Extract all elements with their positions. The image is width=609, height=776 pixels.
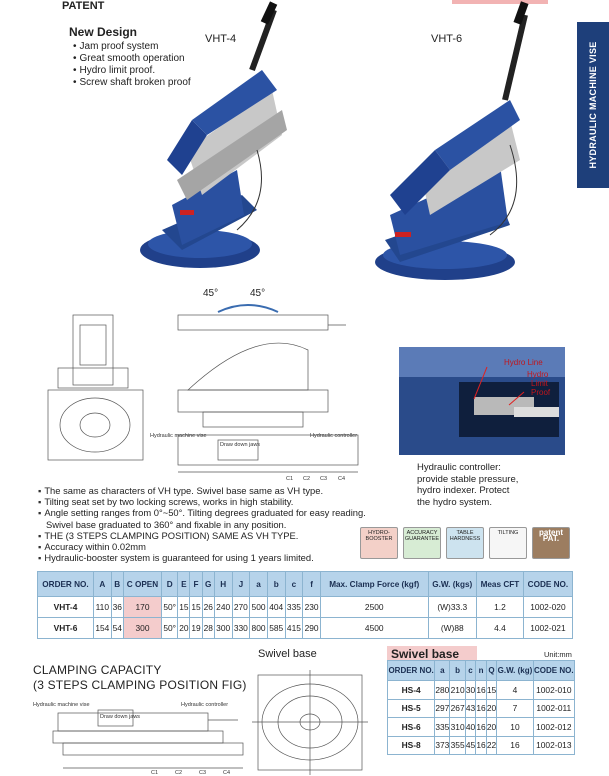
patent-badge: patent PAT. bbox=[532, 527, 570, 559]
cell: VHT-6 bbox=[38, 618, 94, 639]
cell: 50° bbox=[162, 597, 178, 618]
side-tab bbox=[577, 22, 609, 188]
vise-vht6-image bbox=[360, 0, 570, 285]
col-header: a bbox=[250, 572, 268, 597]
cell: 16 bbox=[476, 736, 487, 755]
spec-table bbox=[37, 571, 573, 639]
hydro-limit-label: Hydro Limit Proof bbox=[527, 370, 551, 397]
cell: 270 bbox=[232, 597, 250, 618]
table-row bbox=[388, 718, 575, 737]
cell: 4 bbox=[497, 681, 533, 700]
col-header: f bbox=[303, 572, 321, 597]
cell: 330 bbox=[232, 618, 250, 639]
cell: 1002-021 bbox=[523, 618, 572, 639]
clamping-title bbox=[33, 663, 247, 693]
cell: 45 bbox=[465, 736, 476, 755]
col-header: C OPEN bbox=[123, 572, 161, 597]
table-row bbox=[38, 618, 573, 639]
col-header: CODE NO. bbox=[523, 572, 572, 597]
bullet-item: ▪ Hydraulic-booster system is guaranteed for using 1 years limited. bbox=[38, 552, 368, 563]
cell: 290 bbox=[303, 618, 321, 639]
clamp-draw-down-label: Draw down jaws bbox=[100, 714, 141, 720]
cell: 28 bbox=[202, 618, 214, 639]
angle-left-label: 45° bbox=[203, 288, 219, 299]
table-row bbox=[388, 736, 575, 755]
col-header: F bbox=[190, 572, 202, 597]
table-row bbox=[38, 597, 573, 618]
col-header: A bbox=[93, 572, 111, 597]
cell: 22 bbox=[486, 736, 497, 755]
cell: 300 bbox=[123, 618, 161, 639]
cell: 267 bbox=[450, 699, 465, 718]
col-header: E bbox=[178, 572, 190, 597]
col-header: b bbox=[450, 661, 465, 681]
cell: HS-6 bbox=[388, 718, 435, 737]
cell: 16 bbox=[497, 736, 533, 755]
cell: 1002-010 bbox=[533, 681, 574, 700]
col-header: G bbox=[202, 572, 214, 597]
cell: 800 bbox=[250, 618, 268, 639]
clamp-c2: C2 bbox=[175, 770, 183, 776]
cell: VHT-4 bbox=[38, 597, 94, 618]
cell: 335 bbox=[435, 718, 450, 737]
hydro-controller-desc bbox=[417, 462, 567, 508]
clamping-title-line: (3 STEPS CLAMPING POSITION FIG) bbox=[33, 678, 247, 692]
bullet-item: ▪ Tilting seat set by two locking screws, works in high stability. bbox=[38, 496, 368, 507]
side-tab-label: HYDRAULIC MACHINE VISE bbox=[588, 41, 598, 169]
cell: (W)33.3 bbox=[428, 597, 476, 618]
c3-label: C3 bbox=[320, 476, 328, 482]
col-header: b bbox=[267, 572, 285, 597]
cell: 10 bbox=[497, 718, 533, 737]
technical-drawing bbox=[28, 280, 380, 485]
cell: 30 bbox=[465, 681, 476, 700]
model-label-vht6: VHT-6 bbox=[431, 33, 463, 45]
hydro-desc-line: provide stable pressure, bbox=[417, 473, 519, 485]
cell: 154 bbox=[93, 618, 111, 639]
cell: (W)88 bbox=[428, 618, 476, 639]
table-row bbox=[388, 681, 575, 700]
tilting-badge: TILTING bbox=[489, 527, 527, 559]
feature-item: • Great smooth operation bbox=[73, 53, 191, 65]
feature-item: • Screw shaft broken proof bbox=[73, 77, 191, 89]
feature-bullets bbox=[38, 485, 368, 563]
clamp-c3: C3 bbox=[199, 770, 207, 776]
c1-label: C1 bbox=[286, 476, 294, 482]
col-header: H bbox=[214, 572, 232, 597]
cell: 7 bbox=[497, 699, 533, 718]
vise-vht4-image bbox=[132, 0, 302, 280]
col-header: D bbox=[162, 572, 178, 597]
feature-badges bbox=[360, 527, 570, 559]
unit-label: Unit:mm bbox=[544, 650, 572, 659]
cell: 1002-020 bbox=[523, 597, 572, 618]
cell: 240 bbox=[214, 597, 232, 618]
cell: 297 bbox=[435, 699, 450, 718]
new-design-title: New Design bbox=[69, 25, 138, 39]
cell: 585 bbox=[267, 618, 285, 639]
clamp-c1: C1 bbox=[151, 770, 159, 776]
spec-table-header bbox=[38, 572, 573, 597]
cell: 20 bbox=[486, 699, 497, 718]
bullet-item: ▪ Angle setting ranges from 0°~50°. Tilting degrees graduated for easy reading. bbox=[38, 507, 368, 518]
cell: 19 bbox=[190, 618, 202, 639]
c2-label: C2 bbox=[303, 476, 311, 482]
hydro-line-label: Hydro Line bbox=[504, 358, 543, 367]
cell: 16 bbox=[476, 681, 487, 700]
swivel-table-header bbox=[388, 661, 575, 681]
cell: 40 bbox=[465, 718, 476, 737]
swivel-base-drawing bbox=[250, 665, 370, 776]
cell: HS-8 bbox=[388, 736, 435, 755]
hydro-desc-line: hydro indexer. Protect bbox=[417, 485, 510, 496]
feature-item: • Jam proof system bbox=[73, 41, 191, 53]
swivel-table-title: Swivel base bbox=[387, 646, 477, 662]
table-row bbox=[388, 699, 575, 718]
hydro-desc-line: the hydro system. bbox=[417, 496, 492, 508]
cell: 404 bbox=[267, 597, 285, 618]
col-header: ORDER NO. bbox=[388, 661, 435, 681]
col-header: CODE NO. bbox=[533, 661, 574, 681]
draw-down-label: Draw down jaws bbox=[220, 442, 261, 448]
cell: 16 bbox=[476, 699, 487, 718]
col-header: J bbox=[232, 572, 250, 597]
swivel-table bbox=[387, 660, 575, 755]
cell: 300 bbox=[214, 618, 232, 639]
swivel-base-label: Swivel base bbox=[258, 648, 317, 660]
cell: 335 bbox=[285, 597, 303, 618]
col-header: ORDER NO. bbox=[38, 572, 94, 597]
model-label-vht4: VHT-4 bbox=[205, 33, 237, 45]
cell: 415 bbox=[285, 618, 303, 639]
cell: 43 bbox=[465, 699, 476, 718]
cell: 1.2 bbox=[476, 597, 523, 618]
clamping-drawing bbox=[33, 698, 258, 776]
cell: 36 bbox=[111, 597, 123, 618]
accuracy-badge: ACCURACY GUARANTEE bbox=[403, 527, 441, 559]
bullet-item: ▪ The same as characters of VH type. Swivel base same as VH type. bbox=[38, 485, 368, 496]
bullet-item: ▪ THE (3 STEPS CLAMPING POSITION) SAME AS VH TYPE. bbox=[38, 530, 368, 541]
col-header: c bbox=[285, 572, 303, 597]
col-header: Max. Clamp Force (kgf) bbox=[320, 572, 428, 597]
col-header: c bbox=[465, 661, 476, 681]
cell: 2500 bbox=[320, 597, 428, 618]
cell: HS-5 bbox=[388, 699, 435, 718]
hydraulic-vise-label: Hydraulic machine vise bbox=[150, 433, 207, 439]
cell: 20 bbox=[178, 618, 190, 639]
cell: 15 bbox=[178, 597, 190, 618]
angle-right-label: 45° bbox=[250, 288, 266, 299]
cell: 355 bbox=[450, 736, 465, 755]
bullet-item: Swivel base graduated to 360° and fixable in any position. bbox=[46, 518, 287, 530]
cell: 50° bbox=[162, 618, 178, 639]
cell: 15 bbox=[190, 597, 202, 618]
hydraulic-controller-label: Hydraulic controller bbox=[310, 433, 358, 439]
cell: 110 bbox=[93, 597, 111, 618]
cell: 170 bbox=[123, 597, 161, 618]
table-hardness-badge: TABLE HARDNESS bbox=[446, 527, 484, 559]
cell: 16 bbox=[476, 718, 487, 737]
cell: 1002-013 bbox=[533, 736, 574, 755]
cell: 1002-012 bbox=[533, 718, 574, 737]
col-header: Meas CFT bbox=[476, 572, 523, 597]
cell: 210 bbox=[450, 681, 465, 700]
cell: 20 bbox=[486, 718, 497, 737]
hydro-desc-line: Hydraulic controller: bbox=[417, 462, 501, 473]
bullet-item: ▪ Accuracy within 0.02mm bbox=[38, 541, 368, 552]
col-header: G.W. (kg) bbox=[497, 661, 533, 681]
cell: 26 bbox=[202, 597, 214, 618]
col-header: Q bbox=[486, 661, 497, 681]
clamp-c4: C4 bbox=[223, 770, 231, 776]
col-header: n bbox=[476, 661, 487, 681]
cell: 1002-011 bbox=[533, 699, 574, 718]
cell: 4500 bbox=[320, 618, 428, 639]
cell: 280 bbox=[435, 681, 450, 700]
c4-label: C4 bbox=[338, 476, 346, 482]
cell: 15 bbox=[486, 681, 497, 700]
clamping-title-line: CLAMPING CAPACITY bbox=[33, 663, 162, 677]
hydro-booster-badge: HYDRO-BOOSTER bbox=[360, 527, 398, 559]
cell: 500 bbox=[250, 597, 268, 618]
col-header: G.W. (kgs) bbox=[428, 572, 476, 597]
cell: 4.4 bbox=[476, 618, 523, 639]
feature-item: • Hydro limit proof. bbox=[73, 65, 191, 77]
cell: 373 bbox=[435, 736, 450, 755]
col-header: B bbox=[111, 572, 123, 597]
clamp-vise-label: Hydraulic machine vise bbox=[33, 702, 90, 708]
clamp-controller-label: Hydraulic controller bbox=[181, 702, 229, 708]
cell: HS-4 bbox=[388, 681, 435, 700]
cell: 230 bbox=[303, 597, 321, 618]
cell: 54 bbox=[111, 618, 123, 639]
patent-label: PATENT bbox=[62, 0, 105, 12]
col-header: a bbox=[435, 661, 450, 681]
hydro-closeup-photo bbox=[399, 347, 565, 455]
cell: 310 bbox=[450, 718, 465, 737]
